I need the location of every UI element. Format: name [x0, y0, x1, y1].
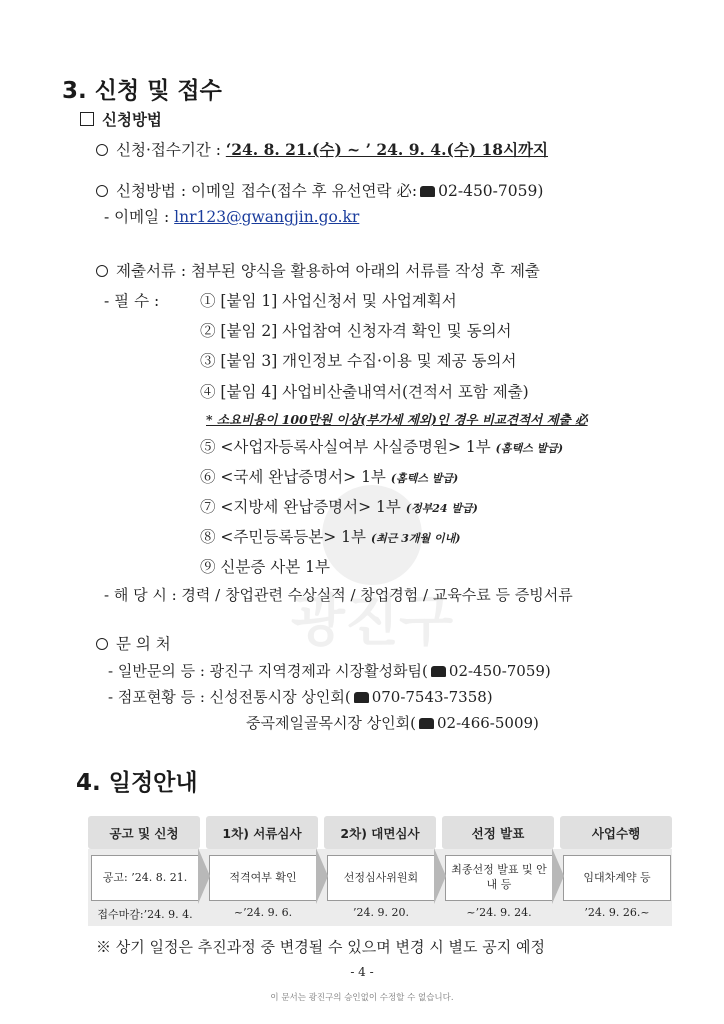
step-header: 2차) 대면심사 — [324, 816, 436, 849]
step-detail: 적격여부 확인 — [209, 855, 317, 901]
step-header: 1차) 서류심사 — [206, 816, 318, 849]
square-bullet-icon — [80, 112, 94, 126]
extra-item: ⑥ <국세 완납증명서> 1부 (홈텍스 발급) — [200, 468, 459, 486]
phone-icon — [420, 186, 435, 197]
step-date: ~’24. 9. 24. — [466, 906, 532, 919]
required-item: ④ [붙임 4] 사업비산출내역서(견적서 포함 제출) — [200, 383, 529, 401]
circle-bullet-icon — [96, 638, 108, 650]
step-date: 접수마감:’24. 9. 4. — [97, 908, 193, 921]
circle-bullet-icon — [96, 185, 108, 197]
subheading-method: 신청방법 — [80, 108, 162, 130]
phone-icon — [431, 666, 446, 677]
section-3-title: 3. 신청 및 접수 — [62, 78, 222, 104]
arrow-right-icon — [198, 848, 210, 904]
schedule-notice: ※ 상기 일정은 추진과정 중 변경될 수 있으며 변경 시 별도 공지 예정 — [96, 938, 545, 956]
required-label: - 필 수 : — [104, 292, 160, 310]
extra-item: ⑤ <사업자등록사실여부 사실증명원> 1부 (홈택스 발급) — [200, 438, 564, 456]
extra-item: ⑧ <주민등록등본> 1부 (최근 3개월 이내) — [200, 528, 461, 546]
required-item: ③ [붙임 3] 개인정보 수집·이용 및 제공 동의서 — [200, 352, 517, 370]
step-detail: 임대차계약 등 — [563, 855, 671, 901]
step-header: 선정 발표 — [442, 816, 554, 849]
circle-bullet-icon — [96, 265, 108, 277]
extra-item: ⑨ 신분증 사본 1부 — [200, 558, 330, 576]
section-4-title: 4. 일정안내 — [76, 770, 198, 796]
required-item: ① [붙임 1] 사업신청서 및 사업계획서 — [200, 292, 457, 310]
period-line: 신청·접수기간 : ‘24. 8. 21.(수) ~ ’ 24. 9. 4.(수) 18시까지 — [96, 138, 548, 160]
arrow-right-icon — [316, 848, 328, 904]
contact-general: - 일반문의 등 : 광진구 지역경제과 시장활성화팀( 02-450-7059) — [108, 662, 551, 680]
quote-note: * 소요비용이 100만원 이상(부가세 제외)인 경우 비교견적서 제출 必 — [206, 412, 588, 427]
phone-icon — [354, 692, 369, 703]
step-detail: 최종선정 발표 및 안내 등 — [445, 855, 553, 901]
contact-store: - 점포현황 등 : 신성전통시장 상인회( 070-7543-7358) — [108, 688, 493, 706]
step-date: ~’24. 9. 6. — [233, 906, 293, 919]
step-date: ’24. 9. 20. — [353, 906, 409, 919]
phone-icon — [419, 718, 434, 729]
circle-bullet-icon — [96, 144, 108, 156]
arrow-right-icon — [434, 848, 446, 904]
contact-store2: 중곡제일골목시장 상인회( 02-466-5009) — [246, 714, 539, 732]
step-detail: 선정심사위원회 — [327, 855, 435, 901]
extra-item: ⑦ <지방세 완납증명서> 1부 (정부24 발급) — [200, 498, 478, 516]
contact-heading: 문 의 처 — [96, 632, 171, 654]
step-header: 공고 및 신청 — [88, 816, 200, 849]
footer-disclaimer: 이 문서는 광진구의 승인없이 수정할 수 없습니다. — [270, 993, 454, 1003]
arrow-right-icon — [552, 848, 564, 904]
method-line: 신청방법 : 이메일 접수(접수 후 유선연락 必: 02-450-7059) — [96, 179, 543, 201]
step-header: 사업수행 — [560, 816, 672, 849]
period-value: ‘24. 8. 21.(수) ~ ’ 24. 9. 4.(수) 18시까지 — [225, 140, 549, 159]
page-number: - 4 - — [350, 965, 374, 979]
applicable-line: - 해 당 시 : 경력 / 창업관련 수상실적 / 창업경험 / 교육수료 등 증빙서류 — [104, 586, 573, 604]
email-link[interactable]: lnr123@gwangjin.go.kr — [174, 208, 360, 226]
docs-line: 제출서류 : 첨부된 양식을 활용하여 아래의 서류를 작성 후 제출 — [96, 259, 540, 281]
required-item: ② [붙임 2] 사업참여 신청자격 확인 및 동의서 — [200, 322, 512, 340]
watermark-text: 광진구 — [290, 589, 454, 650]
step-detail: 공고: ’24. 8. 21. — [91, 855, 199, 901]
email-line: - 이메일 : lnr123@gwangjin.go.kr — [104, 208, 360, 226]
step-date: ’24. 9. 26.~ — [584, 906, 650, 919]
